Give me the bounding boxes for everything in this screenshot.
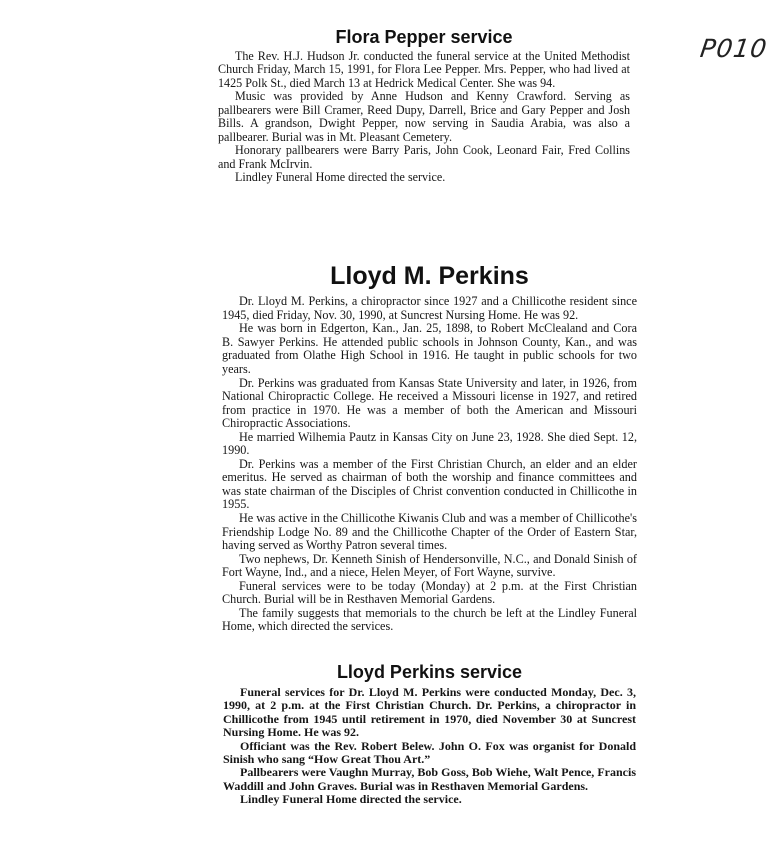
- article-paragraph: He was born in Edgerton, Kan., Jan. 25, 1898, to Robert McClealand and Cora B. Sawyer Perkins. He attended public schools in Johnson County, Kan., and was graduated from Olathe High School in 1916. He taught in public schools for two years.: [222, 321, 637, 376]
- article-paragraph: He was active in the Chillicothe Kiwanis Club and was a member of Chillicothe's Friendship Lodge No. 89 and the Chillicothe Chapter of the Order of Eastern Star, having served as Worthy Patron several times.: [222, 511, 637, 553]
- article-paragraph: Dr. Perkins was graduated from Kansas State University and later, in 1926, from National Chiropractic College. He received a Missouri license in 1927, and retired from practice in 1970. He was a member of both the American and Missouri Chiropractic Associations.: [222, 375, 637, 431]
- article-headline: Lloyd M. Perkins: [330, 262, 529, 290]
- article-lloyd-perkins-service: [223, 663, 636, 807]
- article-paragraph: Dr. Lloyd M. Perkins, a chiropractor since 1927 and a Chillicothe resident since 1945, died Friday, Nov. 30, 1990, at Suncrest Nursing Home. He was 92.: [222, 294, 637, 322]
- article-body: [222, 295, 637, 634]
- article-paragraph: The Rev. H.J. Hudson Jr. conducted the funeral service at the United Methodist Church Friday, March 15, 1991, for Flora Lee Pepper. Mrs. Pepper, who had lived at 1425 Polk St., died March 13 at Hedrick Medical Center. She was 94.: [218, 48, 630, 90]
- article-paragraph: Officiant was the Rev. Robert Belew. John O. Fox was organist for Donald Sinish who sang “How Great Thou Art.”: [223, 738, 636, 766]
- article-headline: Flora Pepper service: [335, 27, 513, 47]
- article-headline: Lloyd Perkins service: [336, 662, 523, 682]
- article-paragraph: Funeral services were to be today (Monday) at 2 p.m. at the First Christian Church. Burial will be in Resthaven Memorial Gardens.: [222, 578, 637, 607]
- article-body: [218, 50, 630, 185]
- article-paragraph: Funeral services for Dr. Lloyd M. Perkins were conducted Monday, Dec. 3, 1990, at 2 p.m. at the First Christian Church. Dr. Perkins, a chiropractor in Chillicothe from 1945 until retirement in 1970, died November 30 at Suncrest Nursing Home. He was 92.: [223, 684, 636, 740]
- article-paragraph: Honorary pallbearers were Barry Paris, John Cook, Leonard Fair, Fred Collins and Frank McIrvin.: [218, 143, 630, 171]
- article-paragraph: Dr. Perkins was a member of the First Christian Church, an elder and an elder emeritus. He served as chairman of both the worship and finance committees and was state chairman of the Disciples of Christ convention conducted in Chillicothe in 1955.: [222, 456, 637, 512]
- article-flora-pepper: [218, 28, 630, 184]
- article-paragraph: Two nephews, Dr. Kenneth Sinish of Hendersonville, N.C., and Donald Sinish of Fort Wayne, Ind., and a niece, Helen Meyer, of Fort Wayne, survive.: [222, 551, 637, 580]
- article-paragraph: Lindley Funeral Home directed the service.: [240, 792, 462, 807]
- article-paragraph: He married Wilhemia Pautz in Kansas City on June 23, 1928. She died Sept. 12, 1990.: [222, 429, 637, 458]
- archive-id-stamp: P010: [698, 34, 769, 63]
- article-paragraph: The family suggests that memorials to the church be left at the Lindley Funeral Home, which directed the services.: [222, 605, 637, 634]
- article-paragraph: Music was provided by Anne Hudson and Kenny Crawford. Serving as pallbearers were Bill Cramer, Reed Dupy, Darrell, Brice and Gary Pepper and Josh Bills. A grandson, Dwight Pepper, now serving in Saudia Arabia, was also a pallbearer. Burial was in Mt. Pleasant Cemetery.: [218, 89, 630, 144]
- article-paragraph: Lindley Funeral Home directed the service.: [235, 169, 446, 184]
- article-body: [223, 686, 636, 807]
- article-lloyd-perkins-obituary: [222, 263, 637, 634]
- article-paragraph: Pallbearers were Vaughn Murray, Bob Goss, Bob Wiehe, Walt Pence, Francis Waddill and John Graves. Burial was in Resthaven Memorial Gardens.: [223, 765, 636, 793]
